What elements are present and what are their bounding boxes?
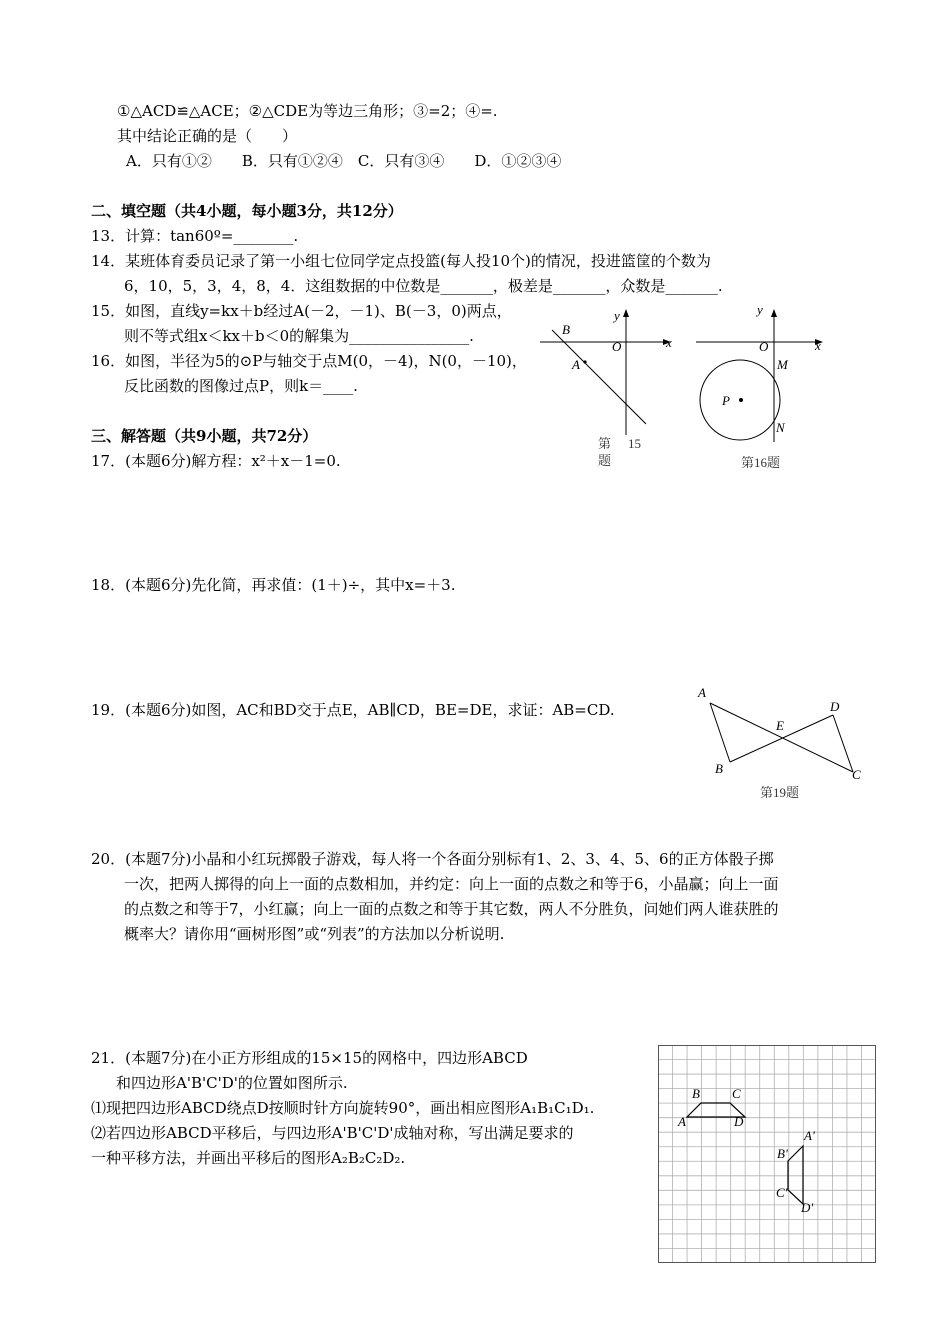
fig15-label-a: A — [572, 357, 580, 372]
fig19-caption: 第19题 — [760, 785, 800, 800]
fig19-label-e: E — [776, 718, 784, 733]
q20-line1: 20．(本题7分)小晶和小红玩掷骰子游戏，每人将一个各面分别标有1、2、3、4、5、6的正方体骰子掷 — [91, 850, 774, 868]
q21-line2: 和四边形A'B'C'D'的位置如图所示. — [116, 1074, 348, 1092]
q14-line2: 6，10，5，3，4，8，4．这组数据的中位数是_______，极差是_______，众数是_______. — [124, 277, 723, 295]
fig19-label-b: B — [715, 761, 723, 776]
fig21-label-c: C — [732, 1086, 741, 1101]
fig16-label-m: M — [777, 357, 788, 372]
q17: 17．(本题6分)解方程：x²＋x－1=0. — [91, 452, 341, 470]
figure-16 — [690, 300, 830, 450]
q20-line3: 的点数之和等于7，小红赢；向上一面的点数之和等于其它数，两人不分胜负，问她们两人谁获胜的 — [124, 900, 779, 918]
q13: 13．计算：tan60º=________. — [91, 227, 299, 245]
fig16-label-y: y — [757, 302, 763, 317]
fig19-label-a: A — [698, 685, 706, 700]
section-3-title: 三、解答题（共9小题，共72分） — [91, 427, 318, 445]
q15-line2: 则不等式组x＜kx＋b＜0的解集为________________. — [124, 327, 474, 345]
q21-line1: 21．(本题7分)在小正方形组成的15×15的网格中，四边形ABCD — [91, 1049, 528, 1067]
fig16-label-x: x — [815, 338, 821, 353]
fig19-label-c: C — [852, 767, 861, 782]
fig16-label-p: P — [722, 393, 730, 408]
fig16-label-n: N — [776, 420, 785, 435]
figure-21-grid — [658, 1045, 876, 1263]
q21-line4: ⑵若四边形ABCD平移后，与四边形A'B'C'D'成轴对称，写出满足要求的 — [91, 1124, 574, 1142]
fig15-line — [552, 330, 646, 424]
q18: 18．(本题6分)先化简，再求值：(1＋)÷，其中x=＋3. — [91, 576, 456, 594]
q20-line2: 一次，把两人掷得的向上一面的点数相加，并约定：向上一面的点数之和等于6，小晶赢；向上一面 — [124, 875, 779, 893]
fig21-label-d: D — [734, 1114, 744, 1129]
fig15-label-y: y — [614, 308, 620, 323]
q16-line2: 反比函数的图像过点P，则k＝____. — [124, 377, 358, 395]
fig15-caption-left: 第 — [598, 436, 612, 451]
fig16-caption: 第16题 — [741, 455, 781, 470]
fig15-caption-right: 15 — [628, 436, 641, 451]
fig21-label-b: B — [692, 1086, 700, 1101]
q21-line5: 一种平移方法，并画出平移后的图形A₂B₂C₂D₂. — [91, 1149, 406, 1167]
fig16-label-o: O — [759, 339, 769, 354]
fig21-label-c-prime: C' — [776, 1185, 788, 1200]
fig15-label-b: B — [562, 322, 570, 337]
figure-15 — [530, 300, 680, 440]
fig15-label-x: x — [666, 335, 672, 350]
q12-options: A．只有①② B．只有①②④ C．只有③④ D．①②③④ — [126, 152, 562, 170]
fig21-label-a-prime: A' — [804, 1128, 815, 1143]
fig19-segment-ab — [710, 703, 730, 762]
fig19-label-d: D — [830, 699, 840, 714]
fig21-label-d-prime: D' — [801, 1200, 814, 1215]
q19: 19．(本题6分)如图，AC和BD交于点E，AB∥CD，BE=DE，求证：AB=CD. — [91, 701, 615, 719]
section-2-title: 二、填空题（共4小题，每小题3分，共12分） — [91, 202, 403, 220]
fig15-label-o: O — [612, 339, 622, 354]
fig16-point-p — [739, 398, 743, 402]
fig15-point-a — [583, 360, 586, 363]
q12-statements: ①△ACD≌△ACE；②△CDE为等边三角形；③=2；④=. — [117, 102, 498, 120]
q14-line1: 14．某班体育委员记录了第一小组七位同学定点投篮(每人投10个)的情况，投进篮筐的个数为 — [91, 252, 711, 270]
q12-prompt: 其中结论正确的是（ ） — [117, 127, 298, 145]
fig15-caption-bottom: 题 — [598, 453, 612, 468]
fig21-label-b-prime: B' — [777, 1146, 788, 1161]
q15-line1: 15．如图，直线y=kx＋b经过A(－2，－1)、B(－3，0)两点， — [91, 302, 512, 320]
q21-line3: ⑴现把四边形ABCD绕点D按顺时针方向旋转90°，画出相应图形A₁B₁C₁D₁. — [91, 1099, 595, 1117]
q16-line1: 16．如图，半径为5的⊙P与轴交于点M(0，－4)，N(0，－10)， — [91, 352, 527, 370]
fig21-label-a: A — [678, 1114, 686, 1129]
q20-line4: 概率大？请你用“画树形图”或“列表”的方法加以分析说明. — [124, 925, 505, 943]
fig21-quad-a2b2c2d2 — [788, 1146, 803, 1204]
